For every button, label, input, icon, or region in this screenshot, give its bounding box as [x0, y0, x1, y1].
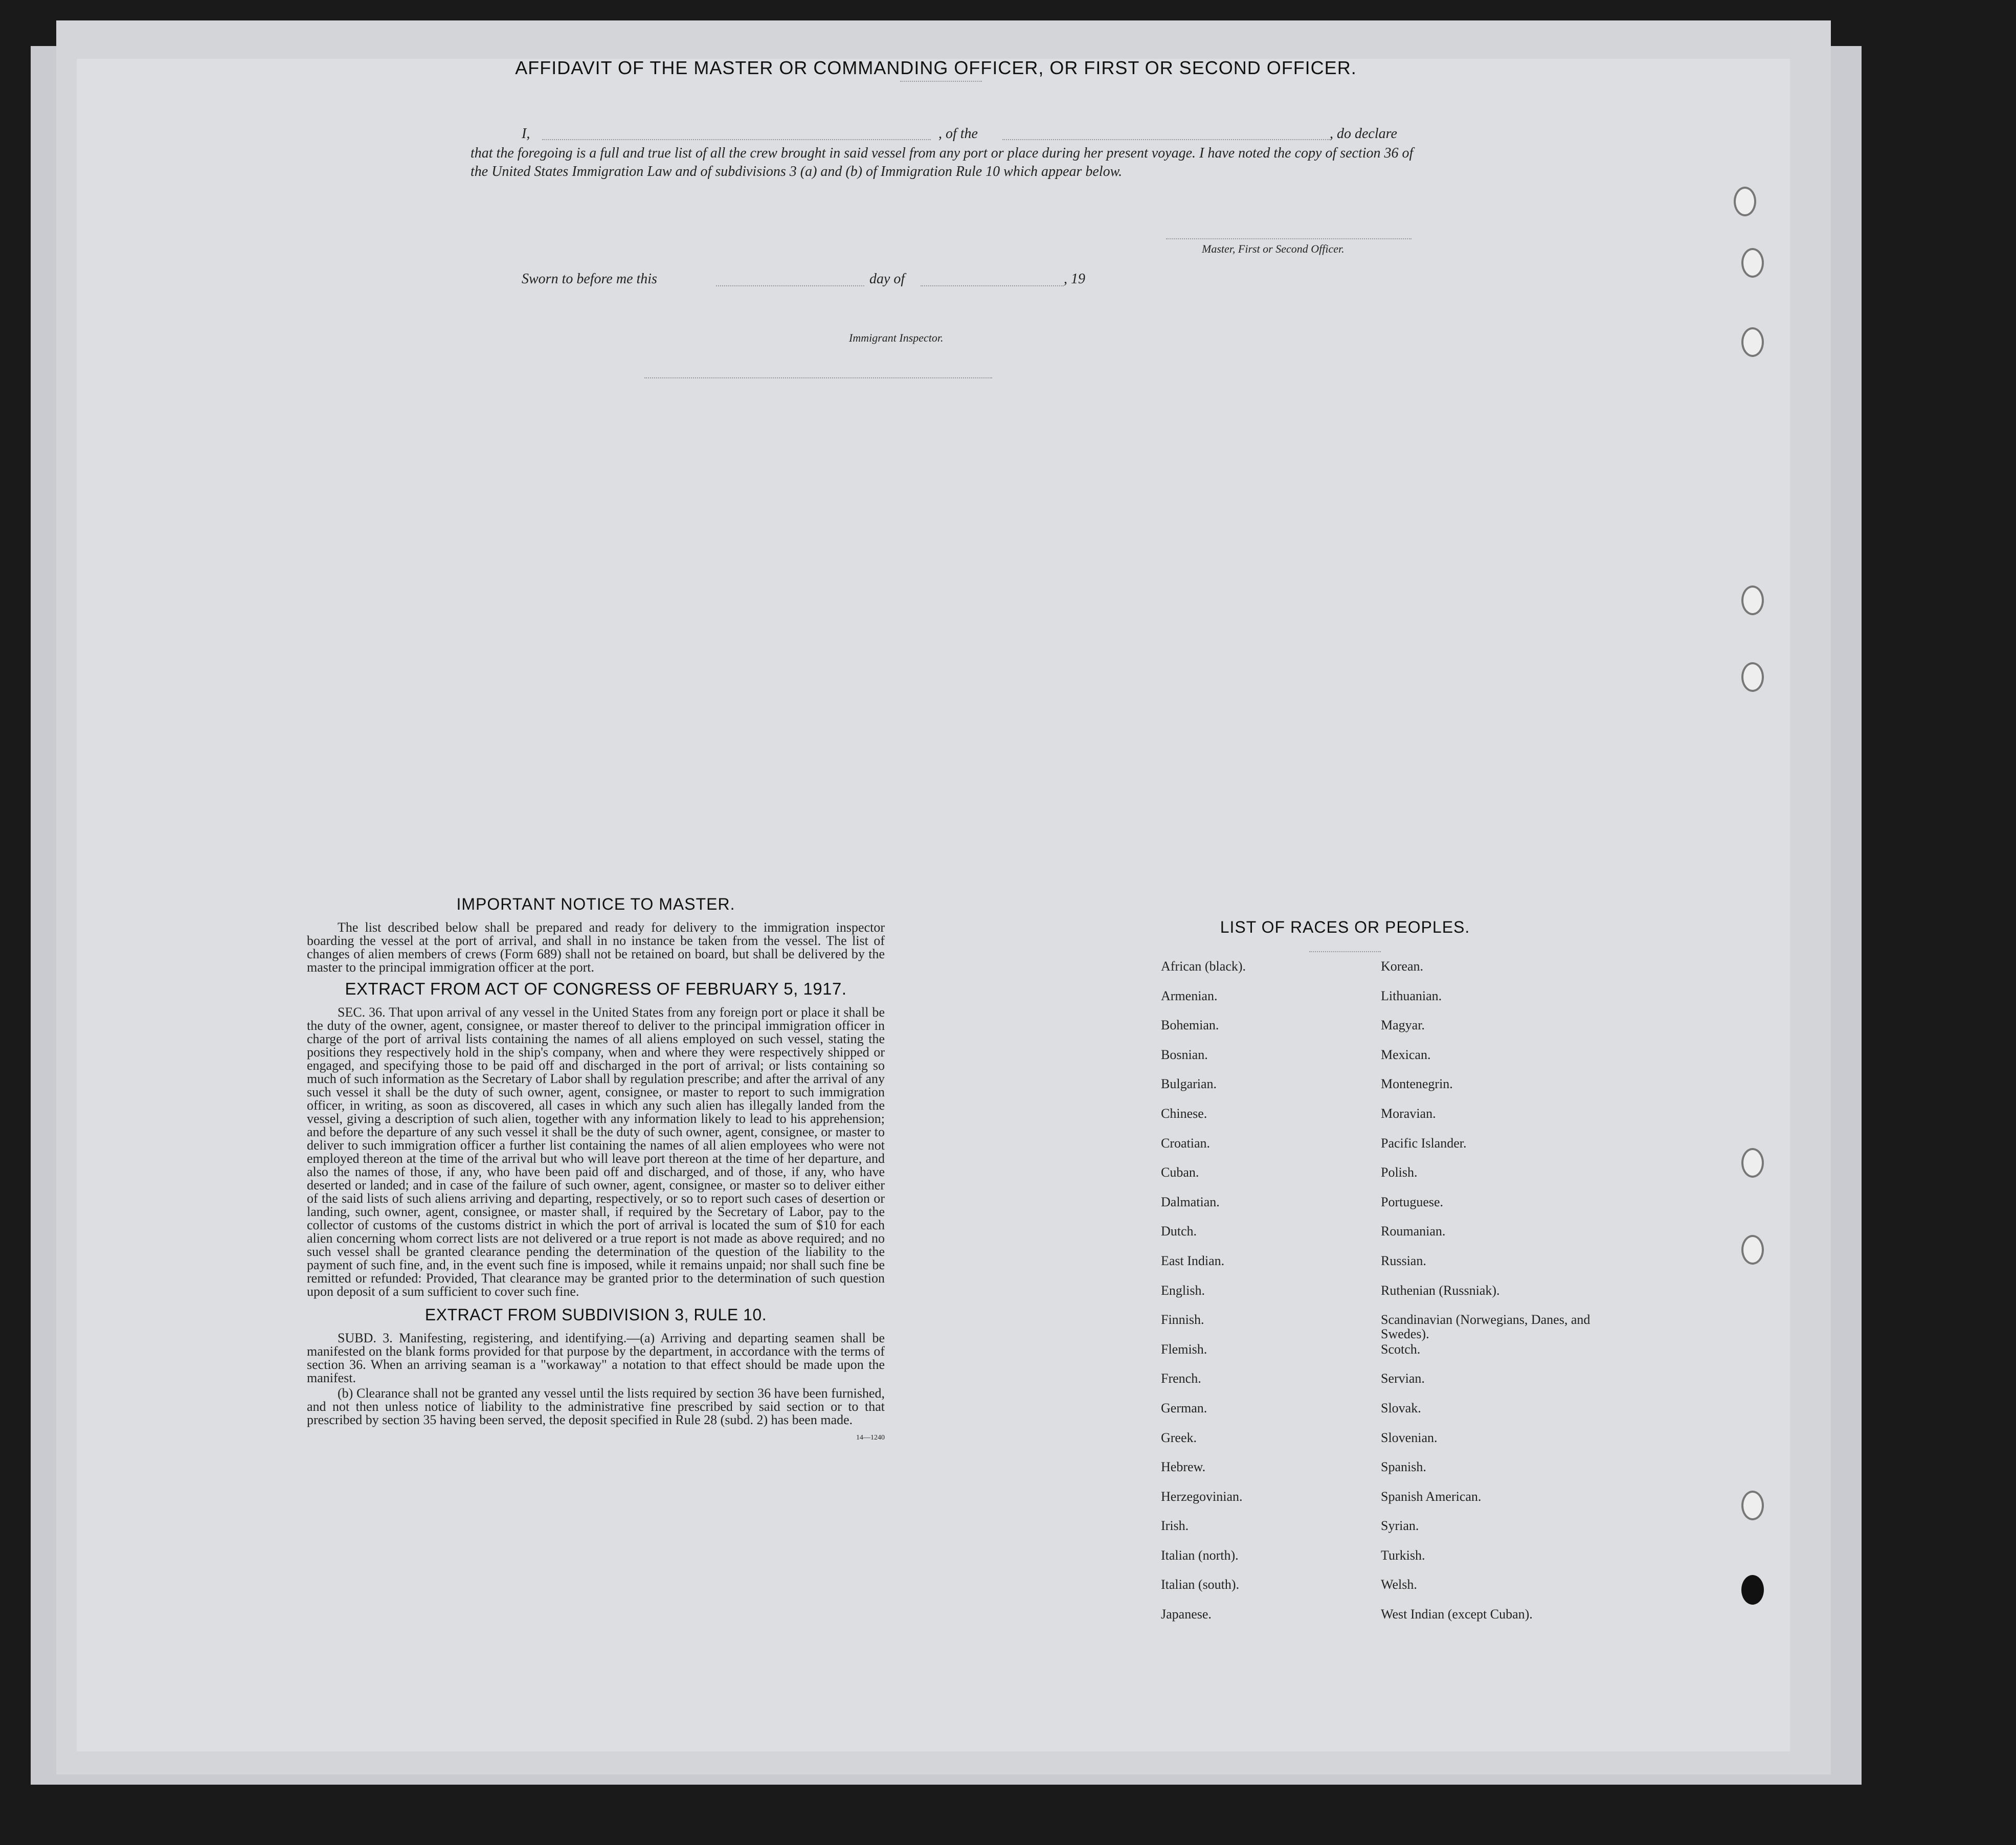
race-item: Armenian. [1161, 988, 1218, 1003]
race-item: Italian (north). [1161, 1547, 1239, 1563]
race-item: English. [1161, 1282, 1205, 1298]
race-item: Japanese. [1161, 1607, 1212, 1622]
act-extract-title: EXTRACT FROM ACT OF CONGRESS OF FEBRUARY 5, 1917. [345, 979, 847, 998]
race-item: West Indian (except Cuban). [1381, 1607, 1533, 1622]
act-extract-text: SEC. 36. That upon arrival of any vessel in the United States from any foreign port or place it shall be the duty of the owner, agent, consignee, or master thereof to deliver to the principal immigration officer in charge of the port of arrival lists containing the names of all aliens employed on such vessel, stating the positions they respectively hold in the ship's company, when and where they were respectively shipped or engaged, and specifying those to be paid off and discharged in the port of arrival; or lists containing so much of such information as the Secretary of Labor shall by regulation prescribe; and after the arrival of any such vessel it shall be the duty of such owner, agent, consignee, or master to report to such immigration officer, in writing, as soon as discovered, all cases in which any such alien has illegally landed from the vessel, giving a description of such alien, together with any information likely to lead to his apprehension; and before the departure of any such vessel it shall be the duty of such owner, agent, consignee, or master to deliver to such immigration officer a further list containing the names of all alien employees who were not employed thereon at the time of the arrival but who will leave port thereon at the time of her departure, and also the names of those, if any, who have been paid off and discharged, and of those, if any, who have deserted or landed; and in case of the failure of such owner, agent, consignee, or master so to deliver either of the said lists of such aliens arriving and departing, respectively, or so to report such cases of desertion or landing, such owner, agent, consignee, or master shall, if required by the Secretary of Labor, pay to the collector of customs of the customs district in which the port of arrival is located the sum of $10 for each alien concerning whom correct lists are not delivered or a true report is not made as above required; and no such vessel shall be granted clearance pending the determination of the question of the liability to the payment of such fine, and, in the event such fine is imposed, while it remains unpaid; nor shall such fine be remitted or refunded: Provided, That clearance may be granted prior to the determination of such question upon deposit of a sum sufficient to cover such fine. [307, 1005, 885, 1299]
sworn-prefix: Sworn to before me this [522, 271, 657, 287]
race-item: Moravian. [1381, 1106, 1436, 1121]
month-blank [921, 285, 1064, 286]
races-title-underline [1309, 951, 1381, 952]
declare-suffix: , do declare [1330, 126, 1397, 142]
declare-i: I, [522, 126, 530, 142]
race-item: Magyar. [1381, 1018, 1425, 1033]
race-item: Bulgarian. [1161, 1076, 1217, 1092]
race-item: Bohemian. [1161, 1018, 1219, 1033]
race-item: French. [1161, 1371, 1201, 1386]
race-item: Scotch. [1381, 1341, 1421, 1357]
race-item: Italian (south). [1161, 1577, 1240, 1592]
punch-hole [1741, 1235, 1764, 1265]
sworn-year: , 19 [1064, 271, 1085, 287]
punch-hole [1741, 1575, 1764, 1605]
punch-hole [1741, 586, 1764, 615]
race-item: Slovenian. [1381, 1430, 1438, 1445]
punch-hole [1741, 327, 1764, 357]
race-item: East Indian. [1161, 1253, 1225, 1268]
vessel-blank [1002, 139, 1330, 140]
race-item: African (black). [1161, 959, 1246, 974]
notice-text: The list described below shall be prepared and ready for delivery to the immigration inspector boarding the vessel at the port of arrival, and shall in no instance be taken from the vessel. The list of changes of alien members of crews (Form 689) shall not be retained on board, but shall be delivered by the master to the principal immigration officer at the port. [307, 920, 885, 975]
punch-hole [1741, 248, 1764, 278]
race-item: Polish. [1381, 1165, 1418, 1180]
affidavit-title: AFFIDAVIT OF THE MASTER OR COMMANDING OFFICER, OR FIRST OR SECOND OFFICER. [515, 57, 1357, 78]
race-item: Cuban. [1161, 1165, 1199, 1180]
race-item: Korean. [1381, 959, 1424, 974]
race-item: Spanish American. [1381, 1489, 1482, 1504]
instructions-column [307, 895, 885, 1442]
race-item: Russian. [1381, 1253, 1426, 1268]
race-item: Slovak. [1381, 1400, 1421, 1415]
rule-para-b: (b) Clearance shall not be granted any vessel until the lists required by section 36 have been furnished, and not then unless notice of liability to the administrative fine prescribed by said section or to that prescribed by section 35 having been served, the deposit specified in Rule 28 (subd. 2) has been made. [307, 1386, 885, 1427]
race-item: Montenegrin. [1381, 1076, 1453, 1092]
race-item: Portuguese. [1381, 1194, 1444, 1209]
race-item: Hebrew. [1161, 1459, 1206, 1475]
races-right-column [1381, 959, 1596, 1637]
races-left-column [1161, 959, 1376, 1637]
race-item: Mexican. [1381, 1047, 1431, 1062]
name-blank [542, 139, 931, 140]
declare-of-the: , of the [938, 126, 978, 142]
inspector-label: Immigrant Inspector. [849, 331, 944, 344]
races-title: LIST OF RACES OR PEOPLES. [1220, 918, 1470, 936]
race-item: Spanish. [1381, 1459, 1426, 1475]
race-item: Turkish. [1381, 1547, 1425, 1563]
rule-extract-title: EXTRACT FROM SUBDIVISION 3, RULE 10. [424, 1306, 767, 1324]
signature-blank [1166, 238, 1412, 239]
race-item: Syrian. [1381, 1518, 1419, 1534]
sworn-day: day of [869, 271, 905, 287]
form-number: 14—1240 [856, 1434, 885, 1442]
rule-para-a: SUBD. 3. Manifesting, registering, and identifying.—(a) Arriving and departing seamen shall be manifested on the blank forms provided for that purpose by the department, in accordance with the terms of section 36. When an arriving seaman is a "workaway" a notation to that effect should be made upon the manifest. [307, 1331, 885, 1385]
notice-title: IMPORTANT NOTICE TO MASTER. [456, 895, 735, 913]
master-signature-label: Master, First or Second Officer. [1202, 242, 1345, 255]
affidavit-declaration: that the foregoing is a full and true list of all the crew brought in said vessel from any port or place during her present voyage. I have noted the copy of section 36 of the United States Immigration Law and of subdivisions 3 (a) and (b) of Immigration Rule 10 which appear below. [471, 145, 1414, 179]
race-item: Finnish. [1161, 1312, 1204, 1328]
race-item: Scandinavian (Norwegians, Danes, and Swedes). [1381, 1312, 1591, 1342]
punch-hole [1741, 662, 1764, 692]
race-item: Welsh. [1381, 1577, 1417, 1592]
race-item: Greek. [1161, 1430, 1197, 1445]
race-item: Flemish. [1161, 1341, 1207, 1357]
race-item: German. [1161, 1400, 1207, 1415]
race-item: Dalmatian. [1161, 1194, 1220, 1209]
race-item: Pacific Islander. [1381, 1135, 1467, 1151]
punch-hole [1734, 187, 1756, 216]
race-item: Dutch. [1161, 1224, 1197, 1239]
race-item: Servian. [1381, 1371, 1425, 1386]
punch-hole [1741, 1148, 1764, 1178]
race-item: Ruthenian (Russniak). [1381, 1282, 1500, 1298]
race-item: Herzegovinian. [1161, 1489, 1243, 1504]
race-item: Roumanian. [1381, 1224, 1446, 1239]
title-underline [900, 81, 982, 82]
race-item: Irish. [1161, 1518, 1189, 1534]
day-blank [716, 285, 864, 286]
race-item: Chinese. [1161, 1106, 1207, 1121]
race-item: Bosnian. [1161, 1047, 1208, 1062]
race-item: Croatian. [1161, 1135, 1211, 1151]
inspector-signature-blank [644, 377, 992, 378]
race-item: Lithuanian. [1381, 988, 1442, 1003]
punch-hole [1741, 1491, 1764, 1520]
